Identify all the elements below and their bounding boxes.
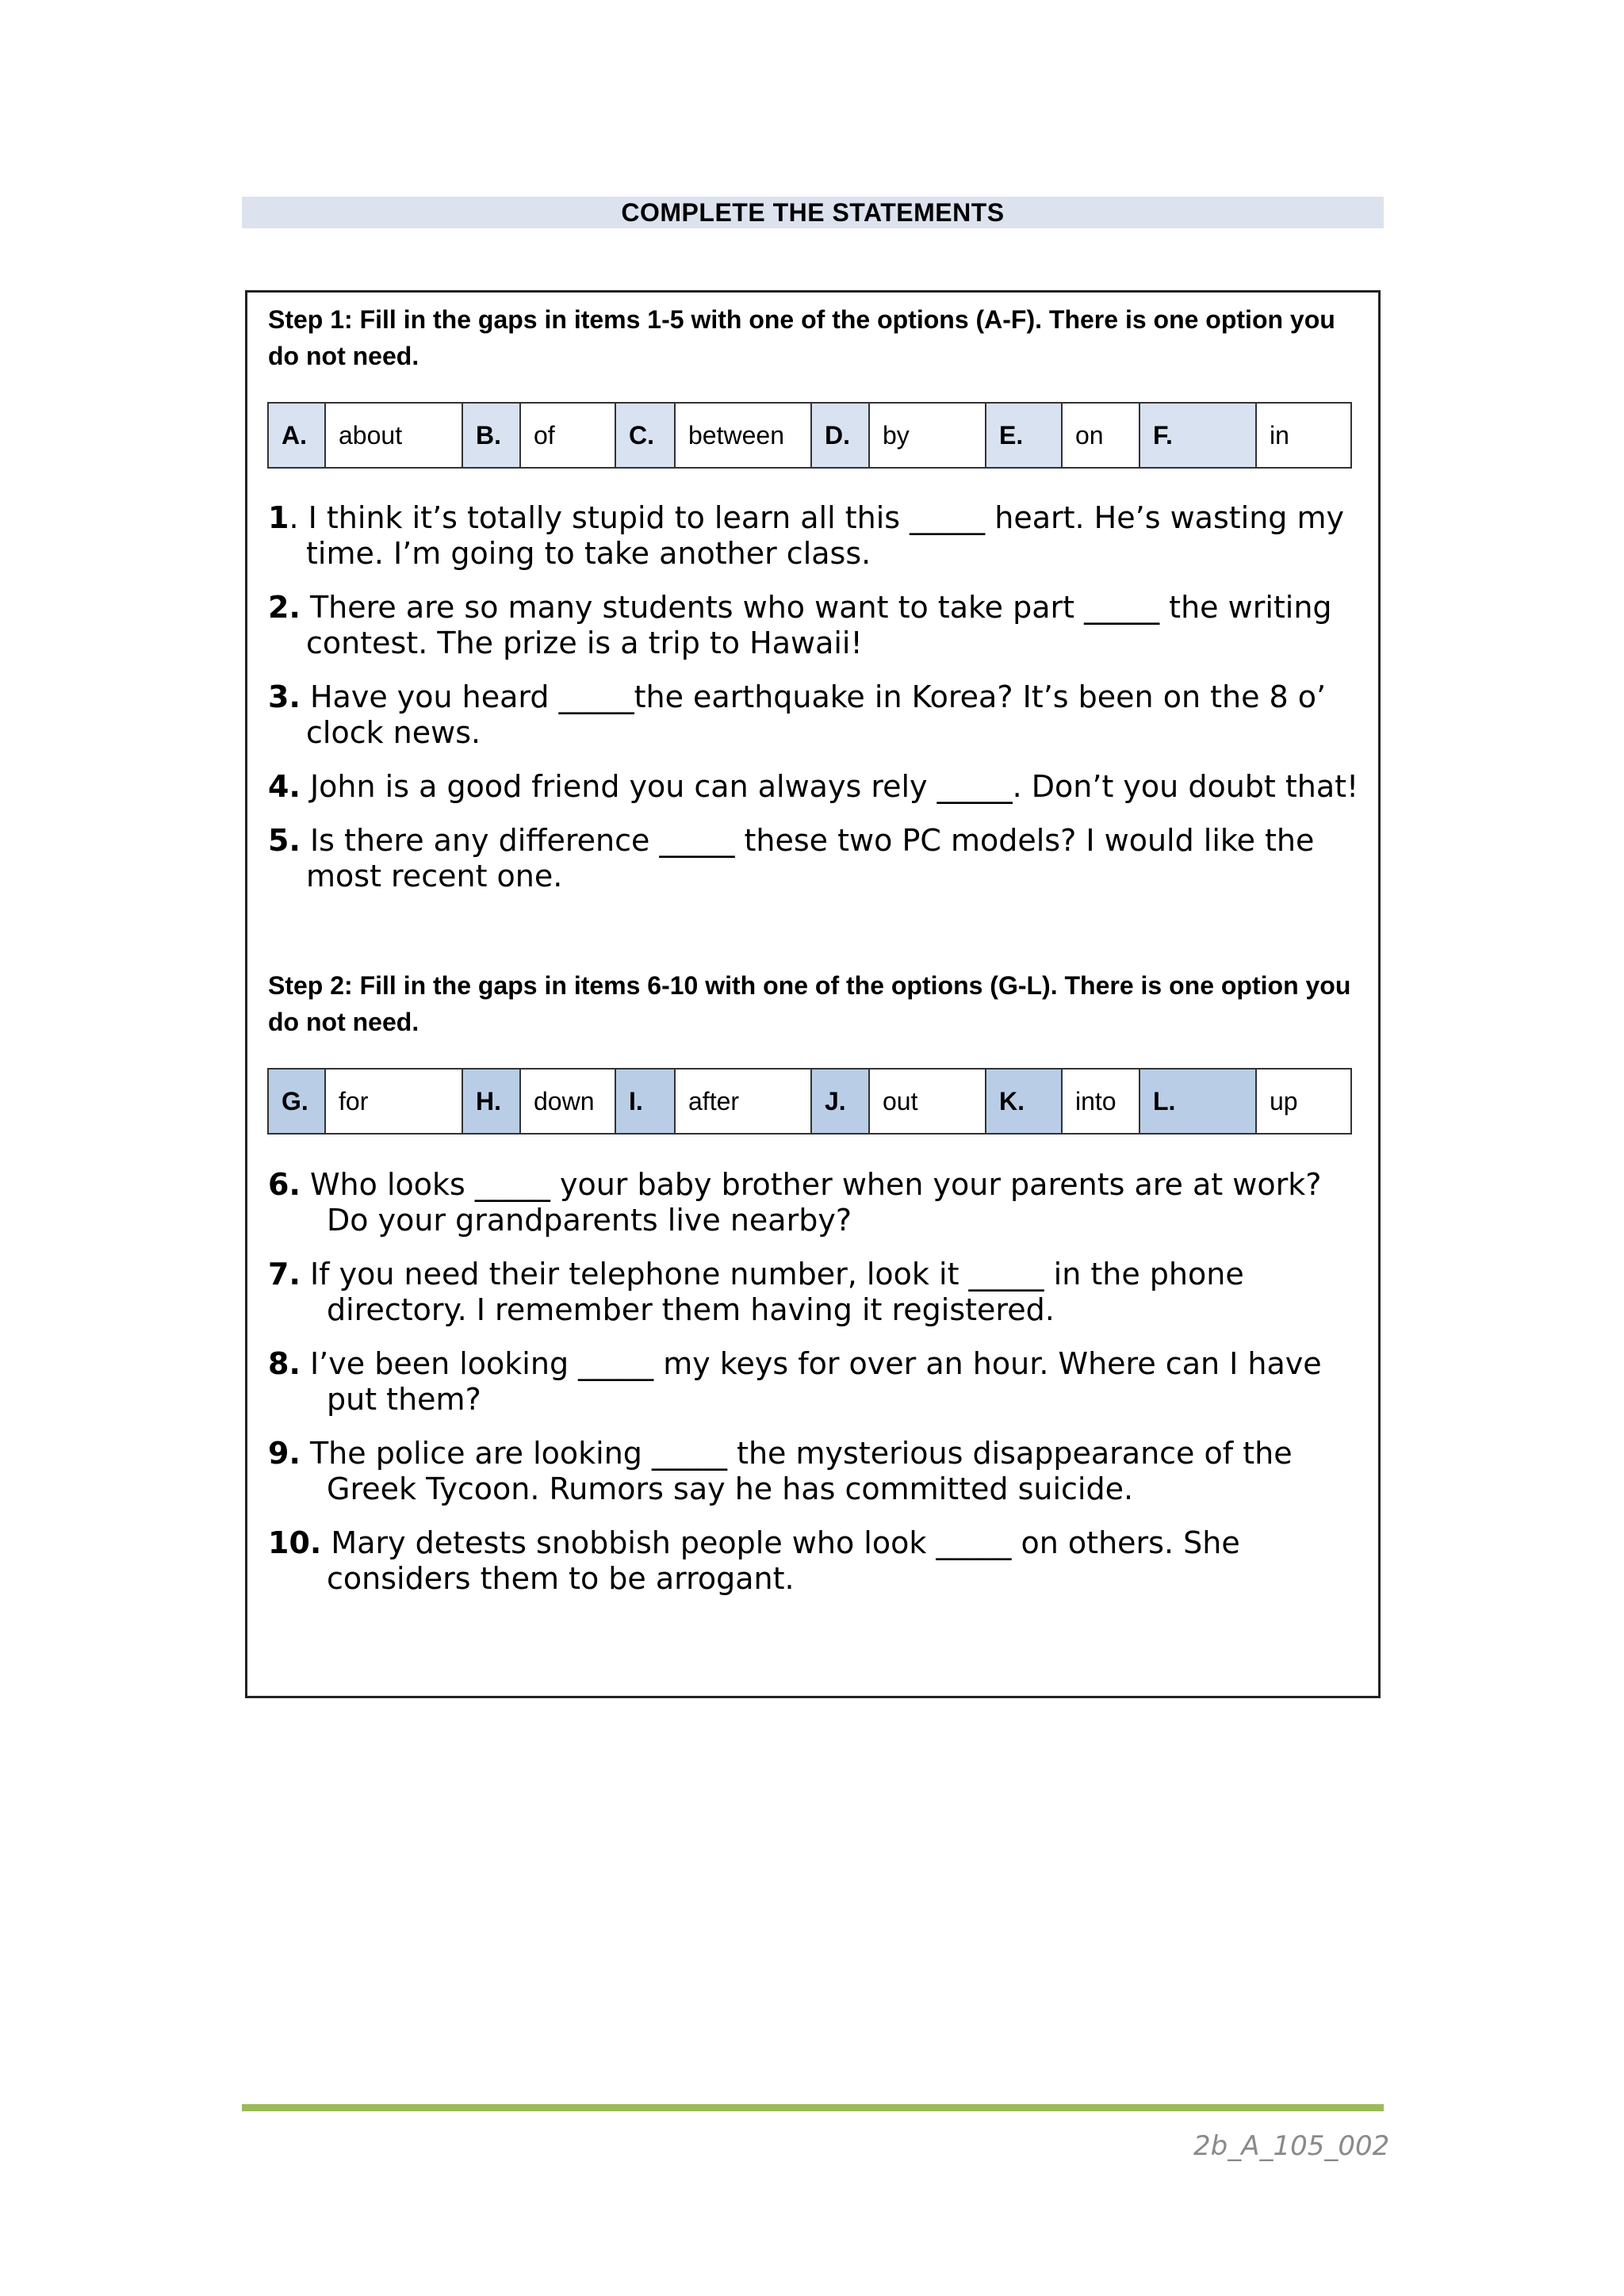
- option-letter: D.: [811, 403, 869, 468]
- option-word: on: [1062, 403, 1139, 468]
- item-number: 1: [268, 500, 289, 535]
- option-letter: C.: [615, 403, 675, 468]
- step1-items: [268, 500, 1370, 913]
- option-word: out: [869, 1069, 986, 1134]
- option-word: up: [1256, 1069, 1351, 1134]
- option-word: down: [520, 1069, 615, 1134]
- option-word: about: [325, 403, 462, 468]
- option-letter: B.: [462, 403, 520, 468]
- item-number: 4.: [268, 769, 301, 804]
- option-word: in: [1256, 403, 1351, 468]
- option-letter: E.: [986, 403, 1062, 468]
- option-word: after: [675, 1069, 811, 1134]
- option-word: of: [520, 403, 615, 468]
- item-text: I’ve been looking _____ my keys for over an hour. Where can I have put them?: [300, 1346, 1322, 1417]
- option-letter: H.: [462, 1069, 520, 1134]
- item-number: 9.: [268, 1436, 301, 1471]
- item-number: 6.: [268, 1167, 301, 1202]
- list-item: [268, 823, 1370, 894]
- option-word: into: [1062, 1069, 1139, 1134]
- item-text: Who looks _____ your baby brother when your parents are at work? Do your grandparents live nearby?: [300, 1167, 1322, 1238]
- item-text: The police are looking _____ the mysterious disappearance of the Greek Tycoon. Rumors say he has committed suicide.: [300, 1436, 1293, 1506]
- option-word: by: [869, 403, 986, 468]
- item-text: . I think it’s totally stupid to learn all this _____ heart. He’s wasting my time. I’m going to take another class.: [289, 500, 1344, 571]
- option-letter: I.: [615, 1069, 675, 1134]
- option-letter: K.: [986, 1069, 1062, 1134]
- list-item: [268, 1346, 1370, 1418]
- item-number: 7.: [268, 1257, 301, 1292]
- footer-divider: [242, 2104, 1384, 2111]
- item-number: 3.: [268, 679, 301, 714]
- item-text: John is a good friend you can always rely _____. Don’t you doubt that!: [300, 769, 1359, 804]
- list-item: [268, 769, 1370, 805]
- page-title: COMPLETE THE STATEMENTS: [242, 197, 1384, 228]
- item-number: 5.: [268, 823, 301, 858]
- option-letter: A.: [268, 403, 325, 468]
- option-letter: J.: [811, 1069, 869, 1134]
- step1-options-table: [267, 402, 1352, 469]
- list-item: [268, 679, 1370, 751]
- step1-instruction: Step 1: Fill in the gaps in items 1-5 with one of the options (A-F). There is one option you do not need.: [268, 305, 1335, 370]
- step2-items: [268, 1167, 1370, 1615]
- item-text: Is there any difference _____ these two PC models? I would like the most recent one.: [300, 823, 1315, 894]
- document-code: 2b_A_105_002: [1193, 2130, 1390, 2162]
- item-number: 10.: [268, 1525, 322, 1560]
- item-text: Mary detests snobbish people who look _____ on others. She considers them to be arrogant.: [321, 1525, 1240, 1596]
- list-item: [268, 1257, 1370, 1328]
- step2-options-table: [267, 1068, 1352, 1135]
- item-text: If you need their telephone number, look it _____ in the phone directory. I remember them having it registered.: [300, 1257, 1244, 1327]
- option-word: between: [675, 403, 811, 468]
- option-word: for: [325, 1069, 462, 1134]
- option-letter: L.: [1139, 1069, 1256, 1134]
- option-letter: F.: [1139, 403, 1256, 468]
- list-item: [268, 1525, 1370, 1597]
- list-item: [268, 500, 1370, 572]
- item-text: Have you heard _____the earthquake in Korea? It’s been on the 8 o’ clock news.: [300, 679, 1327, 750]
- option-letter: G.: [268, 1069, 325, 1134]
- item-text: There are so many students who want to take part _____ the writing contest. The prize is a trip to Hawaii!: [300, 590, 1332, 660]
- exercise-box: [245, 290, 1381, 1698]
- item-number: 2.: [268, 590, 301, 625]
- list-item: [268, 1167, 1370, 1238]
- item-number: 8.: [268, 1346, 301, 1381]
- list-item: [268, 590, 1370, 661]
- step2-instruction: Step 2: Fill in the gaps in items 6-10 with one of the options (G-L). There is one option you do not need.: [268, 971, 1351, 1036]
- list-item: [268, 1436, 1370, 1507]
